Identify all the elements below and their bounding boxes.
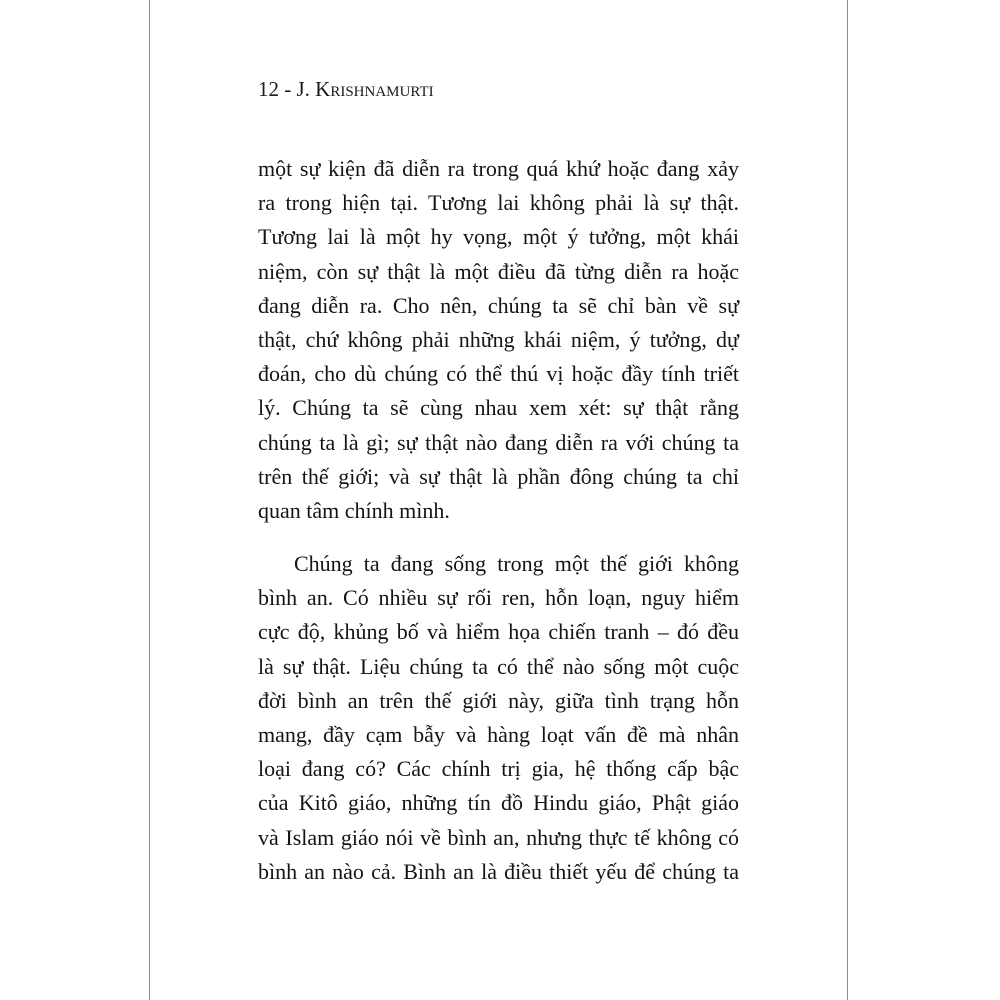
paragraph xyxy=(258,152,739,528)
text-line: thật, chứ không phải những khái niệm, ý tưởng, dự xyxy=(258,326,739,352)
text-line: cực độ, khủng bố và hiểm họa chiến tranh – đó đều xyxy=(258,619,739,645)
text-line: Tương lai là một hy vọng, một ý tưởng, một khái xyxy=(258,224,739,250)
text-line: bình an nào cả. Bình an là điều thiết yếu để chúng ta xyxy=(258,858,739,884)
text-line: của Kitô giáo, những tín đồ Hindu giáo, Phật giáo xyxy=(258,790,739,816)
text-line: một sự kiện đã diễn ra trong quá khứ hoặc đang xảy xyxy=(258,156,739,181)
text-line: mang, đầy cạm bẫy và hàng loạt vấn đề mà nhân xyxy=(258,722,739,747)
text-line: bình an. Có nhiều sự rối ren, hỗn loạn, nguy hiểm xyxy=(258,585,739,611)
text-line: lý. Chúng ta sẽ cùng nhau xem xét: sự thật rằng xyxy=(258,395,739,421)
text-line: quan tâm chính mình. xyxy=(258,497,450,523)
paragraph xyxy=(258,547,739,889)
book-page xyxy=(149,0,848,1000)
text-line: loại đang có? Các chính trị gia, hệ thống cấp bậc xyxy=(258,756,739,782)
page-number: 12 xyxy=(258,77,279,101)
author-name: J. Krishnamurti xyxy=(296,77,434,101)
text-line: là sự thật. Liệu chúng ta có thể nào sống một cuộc xyxy=(258,653,739,679)
text-line: đời bình an trên thế giới này, giữa tình trạng hỗn xyxy=(258,687,739,713)
text-line: và Islam giáo nói về bình an, nhưng thực tế không có xyxy=(258,824,739,850)
running-head-separator: - xyxy=(279,77,297,101)
text-line: chúng ta là gì; sự thật nào đang diễn ra với chúng ta xyxy=(258,429,739,455)
running-head xyxy=(258,79,434,100)
text-line: niệm, còn sự thật là một điều đã từng diễn ra hoặc xyxy=(258,258,739,284)
text-line: đang diễn ra. Cho nên, chúng ta sẽ chỉ bàn về sự xyxy=(258,292,739,318)
text-line: trên thế giới; và sự thật là phần đông chúng ta chỉ xyxy=(258,463,739,489)
text-line: đoán, cho dù chúng có thể thú vị hoặc đầy tính triết xyxy=(258,361,739,387)
body-text xyxy=(258,152,739,889)
text-line: Chúng ta đang sống trong một thế giới không xyxy=(294,551,739,577)
text-line: ra trong hiện tại. Tương lai không phải là sự thật. xyxy=(258,190,739,216)
